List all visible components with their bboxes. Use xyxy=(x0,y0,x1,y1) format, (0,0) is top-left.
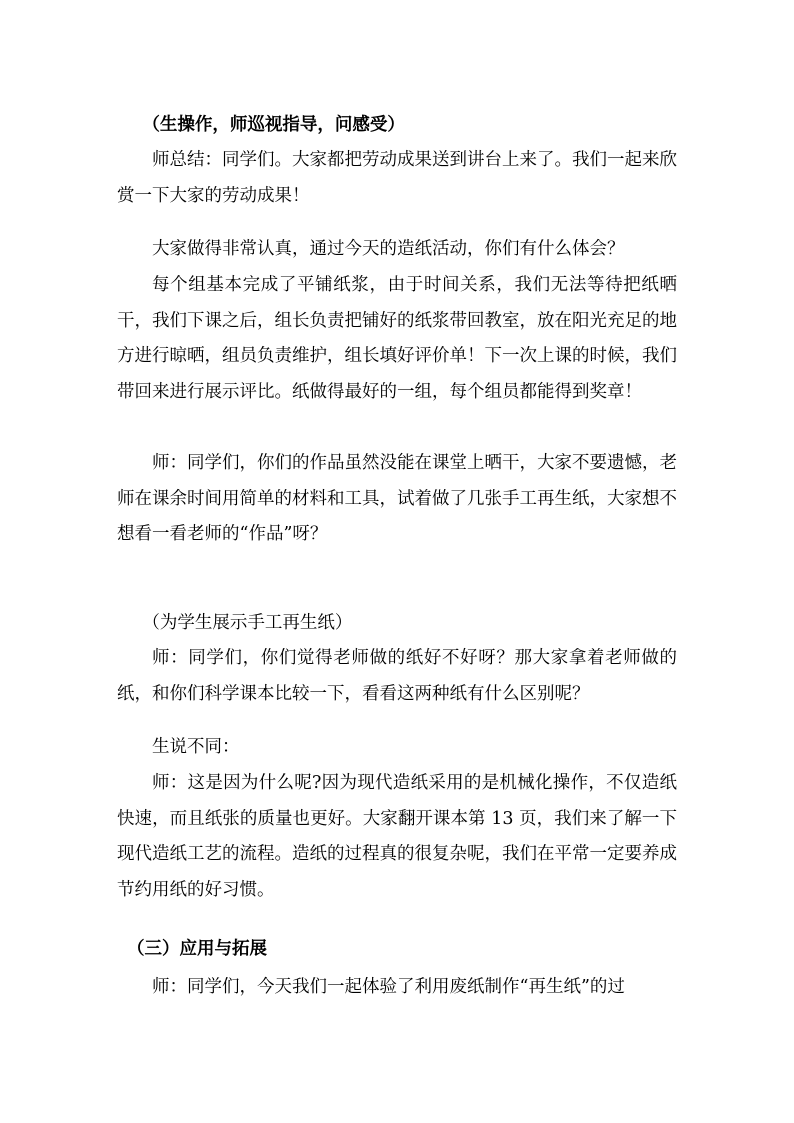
paragraph-student-response: 生说不同： xyxy=(152,737,240,757)
paragraph-modern-papermaking: 师：这是因为什么呢?因为现代造纸采用的是机械化操作，不仅造纸快速，而且纸张的质量也更好。大家翻开课本第 13 页，我们来了解一下现代造纸工艺的流程。造纸的过程真的很复杂呢，我们在平常一定要养成节约用纸的好习惯。 xyxy=(117,773,677,900)
paragraph-group-work: 每个组基本完成了平铺纸浆，由于时间关系，我们无法等待把纸晒干，我们下课之后，组长负责把铺好的纸浆带回教室，放在阳光充足的地方进行晾晒，组员负责维护，组长填好评价单！下一次上课的时候，我们带回来进行展示评比。纸做得最好的一组，每个组员都能得到奖章！ xyxy=(117,275,677,402)
paragraph-question: 大家做得非常认真，通过今天的造纸活动，你们有什么体会？ xyxy=(152,239,625,259)
section-heading: （三）应用与拓展 xyxy=(127,939,267,959)
paragraph-teacher-summary: 师总结：同学们。大家都把劳动成果送到讲台上来了。我们一起来欣赏一下大家的劳动成果！ xyxy=(117,150,677,206)
paragraph-conclusion: 师：同学们，今天我们一起体验了利用废纸制作“再生纸”的过 xyxy=(152,977,625,997)
stage-direction-operation: （生操作，师巡视指导，问感受） xyxy=(142,115,405,135)
paragraph-compare: 师：同学们，你们觉得老师做的纸好不好呀？那大家拿着老师做的纸，和你们科学课本比较一下，看看这两种纸有什么区别呢？ xyxy=(117,648,677,704)
stage-direction-display: （为学生展示手工再生纸） xyxy=(142,613,353,633)
paragraph-teacher-work: 师：同学们，你们的作品虽然没能在课堂上晒干，大家不要遗憾，老师在课余时间用简单的材料和工具，试着做了几张手工再生纸，大家想不想看一看老师的“作品”呀？ xyxy=(117,453,677,544)
